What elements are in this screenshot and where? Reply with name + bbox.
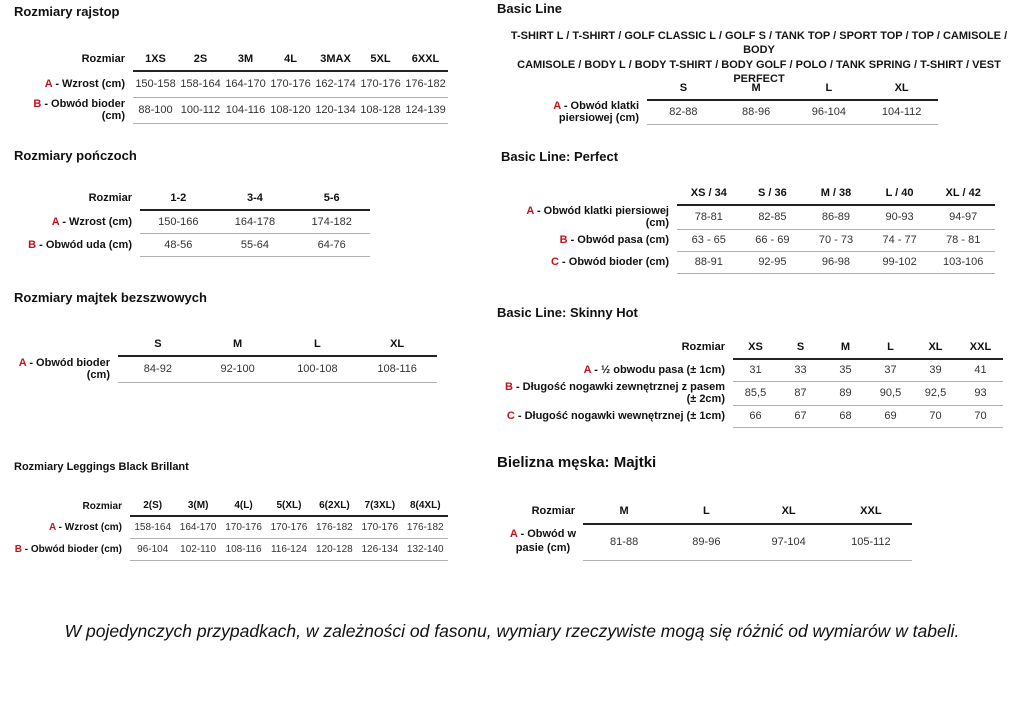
basic-line-perfect-size-table	[503, 181, 995, 274]
table-row	[503, 229, 995, 251]
row-label: B - Obwód bioder (cm)	[14, 543, 122, 555]
column-header: L	[278, 332, 358, 356]
value-cell: 81-88	[583, 524, 665, 560]
value-cell: 70	[958, 405, 1003, 427]
value-cell: 132-140	[403, 538, 448, 560]
row-label: A - Wzrost (cm)	[44, 78, 125, 90]
table-row	[3, 356, 437, 382]
value-cell: 176-182	[312, 516, 357, 538]
column-header: M / 38	[804, 181, 868, 205]
column-header: 4(L)	[221, 496, 266, 516]
value-cell: 164-170	[175, 516, 220, 538]
table-row	[503, 205, 995, 229]
product-list-line: CAMISOLE / BODY L / BODY T-SHIRT / BODY GOLF / POLO / TANK SPRING / T-SHIRT / VEST PERFECT	[517, 58, 1001, 85]
column-header: S / 36	[741, 181, 805, 205]
footer-note: W pojedynczych przypadkach, w zależności od fasonu, wymiary rzeczywiste mogą się różnić od wymiarów w tabeli.	[64, 621, 960, 641]
value-cell: 120-128	[312, 538, 357, 560]
row-label: A - ½ obwodu pasa (± 1cm)	[583, 364, 725, 376]
table-row	[10, 233, 370, 256]
value-cell: 87	[778, 381, 823, 405]
corner-header	[3, 332, 118, 356]
value-cell: 66	[733, 405, 778, 427]
value-cell: 97-104	[748, 524, 830, 560]
column-header: XL / 42	[931, 181, 995, 205]
value-cell: 64-76	[293, 233, 370, 256]
column-header: 2(S)	[130, 496, 175, 516]
value-cell: 88-100	[133, 97, 178, 123]
value-cell: 96-98	[804, 251, 868, 273]
section-title-bielizna-meska: Bielizna męska: Majtki	[497, 454, 657, 471]
ponczochy-size-table	[10, 186, 370, 257]
value-cell: 82-88	[647, 100, 720, 124]
bielizna-meska-size-table	[505, 498, 912, 561]
column-header: XXL	[958, 335, 1003, 359]
value-cell: 170-176	[268, 71, 313, 97]
column-header: S	[118, 332, 198, 356]
table-row	[505, 524, 912, 560]
column-header: 6(2XL)	[312, 496, 357, 516]
value-cell: 67	[778, 405, 823, 427]
table-row	[503, 251, 995, 273]
value-cell: 74 - 77	[868, 229, 932, 251]
row-label: B - Obwód uda (cm)	[28, 238, 132, 251]
value-cell: 88-96	[720, 100, 793, 124]
value-cell: 108-128	[358, 97, 403, 123]
value-cell: 84-92	[118, 356, 198, 382]
column-header: 5XL	[358, 47, 403, 71]
table-row	[10, 97, 448, 123]
row-label: B - Obwód bioder (cm)	[33, 98, 125, 122]
value-cell: 100-112	[178, 97, 223, 123]
header-row	[497, 335, 1003, 359]
column-header: L	[868, 335, 913, 359]
value-cell: 69	[868, 405, 913, 427]
measure-letter: A	[44, 78, 53, 90]
value-cell: 170-176	[266, 516, 311, 538]
column-header: M	[583, 498, 665, 524]
header-row	[10, 186, 370, 210]
table-row	[8, 516, 448, 538]
header-row	[8, 496, 448, 516]
table-row	[497, 100, 938, 124]
value-cell: 96-104	[130, 538, 175, 560]
measure-letter: B	[28, 238, 37, 251]
row-label: A - Obwód klatki piersiowej (cm)	[526, 205, 669, 229]
column-header: M	[198, 332, 278, 356]
rajstopy-size-table	[10, 47, 448, 124]
value-cell: 78-81	[677, 205, 741, 229]
value-cell: 108-116	[357, 356, 437, 382]
row-label: A - Obwód bioder (cm)	[18, 357, 110, 381]
value-cell: 158-164	[178, 71, 223, 97]
value-cell: 93	[958, 381, 1003, 405]
table-row	[8, 538, 448, 560]
table-row	[497, 405, 1003, 427]
value-cell: 90,5	[868, 381, 913, 405]
value-cell: 70 - 73	[804, 229, 868, 251]
header-row	[3, 332, 437, 356]
table-row	[497, 381, 1003, 405]
measure-letter: B	[559, 234, 568, 246]
column-header: XL	[357, 332, 437, 356]
value-cell: 41	[958, 359, 1003, 381]
measure-letter: A	[509, 528, 518, 541]
column-header: S	[778, 335, 823, 359]
column-header: 6XXL	[403, 47, 448, 71]
measure-letter: B	[33, 98, 42, 110]
value-cell: 68	[823, 405, 868, 427]
column-header: 3M	[223, 47, 268, 71]
measure-letter: A	[526, 205, 534, 217]
value-cell: 108-116	[221, 538, 266, 560]
value-cell: 170-176	[358, 71, 403, 97]
section-title-leggings: Rozmiary Leggings Black Brillant	[14, 461, 189, 473]
column-header: XL	[865, 76, 938, 100]
value-cell: 164-170	[223, 71, 268, 97]
value-cell: 176-182	[403, 516, 448, 538]
column-header: XS / 34	[677, 181, 741, 205]
value-cell: 94-97	[931, 205, 995, 229]
header-row	[497, 76, 938, 100]
value-cell: 99-102	[868, 251, 932, 273]
column-header: XL	[748, 498, 830, 524]
value-cell: 82-85	[741, 205, 805, 229]
value-cell: 102-110	[175, 538, 220, 560]
corner-header: Rozmiar	[681, 341, 725, 353]
header-row	[505, 498, 912, 524]
column-header: L	[665, 498, 747, 524]
corner-header: Rozmiar	[81, 53, 125, 65]
corner-header: Rozmiar	[531, 505, 575, 517]
row-label: B - Długość nogawki zewnętrznej z pasem (± 2cm)	[504, 381, 725, 405]
row-label: C - Długość nogawki wewnętrznej (± 1cm)	[506, 410, 725, 422]
value-cell: 164-178	[217, 210, 294, 233]
column-header: L / 40	[868, 181, 932, 205]
value-cell: 88-91	[677, 251, 741, 273]
value-cell: 170-176	[221, 516, 266, 538]
row-label: A - Obwód klatki piersiowej (cm)	[553, 100, 639, 124]
section-title-majtki-bezszwowe: Rozmiary majtek bezszwowych	[14, 290, 207, 305]
value-cell: 120-134	[313, 97, 358, 123]
value-cell: 126-134	[357, 538, 402, 560]
measure-letter: C	[551, 256, 559, 268]
column-header: 4L	[268, 47, 313, 71]
section-title-basic-line-skinny-hot: Basic Line: Skinny Hot	[497, 305, 638, 320]
table-row	[10, 210, 370, 233]
column-header: 3(M)	[175, 496, 220, 516]
header-row	[10, 47, 448, 71]
row-label: C - Obwód bioder (cm)	[551, 256, 669, 268]
column-header: 5(XL)	[266, 496, 311, 516]
value-cell: 39	[913, 359, 958, 381]
value-cell: 66 - 69	[741, 229, 805, 251]
value-cell: 150-158	[133, 71, 178, 97]
table-row	[10, 71, 448, 97]
measure-letter: A	[51, 215, 60, 228]
section-title-basic-line-perfect: Basic Line: Perfect	[501, 149, 619, 164]
column-header: 1XS	[133, 47, 178, 71]
basic-line-skinny-hot-size-table	[497, 335, 1003, 428]
column-header: L	[793, 76, 866, 100]
value-cell: 103-106	[931, 251, 995, 273]
value-cell: 104-116	[223, 97, 268, 123]
corner-header	[503, 181, 677, 205]
section-title-ponczochy: Rozmiary pończoch	[14, 148, 137, 163]
value-cell: 162-174	[313, 71, 358, 97]
value-cell: 37	[868, 359, 913, 381]
section-title-basic-line: Basic Line	[497, 1, 563, 16]
column-header: XXL	[830, 498, 912, 524]
value-cell: 170-176	[357, 516, 402, 538]
leggings-size-table	[8, 496, 448, 561]
column-header: 1-2	[140, 186, 217, 210]
column-header: 5-6	[293, 186, 370, 210]
value-cell: 86-89	[804, 205, 868, 229]
value-cell: 108-120	[268, 97, 313, 123]
value-cell: 35	[823, 359, 868, 381]
value-cell: 174-182	[293, 210, 370, 233]
value-cell: 85,5	[733, 381, 778, 405]
value-cell: 158-164	[130, 516, 175, 538]
value-cell: 124-139	[403, 97, 448, 123]
value-cell: 104-112	[865, 100, 938, 124]
value-cell: 89	[823, 381, 868, 405]
corner-header	[497, 76, 647, 100]
value-cell: 33	[778, 359, 823, 381]
row-label: A - Wzrost (cm)	[51, 215, 132, 228]
measure-letter: C	[506, 410, 515, 422]
value-cell: 176-182	[403, 71, 448, 97]
measure-letter: A	[18, 357, 27, 369]
majtki-bezszwowe-size-table	[3, 332, 437, 383]
value-cell: 96-104	[793, 100, 866, 124]
row-label: A - Obwód w pasie (cm)	[509, 528, 577, 554]
value-cell: 105-112	[830, 524, 912, 560]
measure-letter: B	[14, 543, 22, 555]
row-label: A - Wzrost (cm)	[49, 521, 122, 533]
value-cell: 92,5	[913, 381, 958, 405]
column-header: XL	[913, 335, 958, 359]
value-cell: 63 - 65	[677, 229, 741, 251]
corner-header: Rozmiar	[88, 192, 132, 204]
column-header: 2S	[178, 47, 223, 71]
value-cell: 100-108	[278, 356, 358, 382]
section-title-rajstopy: Rozmiary rajstop	[14, 4, 120, 19]
column-header: M	[720, 76, 793, 100]
column-header: 8(4XL)	[403, 496, 448, 516]
column-header: 7(3XL)	[357, 496, 402, 516]
measure-letter: A	[49, 521, 56, 533]
value-cell: 55-64	[217, 233, 294, 256]
value-cell: 92-95	[741, 251, 805, 273]
row-label: B - Obwód pasa (cm)	[559, 234, 669, 246]
value-cell: 70	[913, 405, 958, 427]
column-header: S	[647, 76, 720, 100]
value-cell: 31	[733, 359, 778, 381]
value-cell: 150-166	[140, 210, 217, 233]
value-cell: 116-124	[266, 538, 311, 560]
value-cell: 90-93	[868, 205, 932, 229]
column-header: 3MAX	[313, 47, 358, 71]
measure-letter: B	[504, 381, 513, 393]
header-row	[503, 181, 995, 205]
corner-header: Rozmiar	[82, 500, 122, 512]
measure-letter: A	[553, 100, 561, 112]
value-cell: 48-56	[140, 233, 217, 256]
value-cell: 92-100	[198, 356, 278, 382]
value-cell: 78 - 81	[931, 229, 995, 251]
column-header: XS	[733, 335, 778, 359]
value-cell: 89-96	[665, 524, 747, 560]
product-list-line: T-SHIRT L / T-SHIRT / GOLF CLASSIC L / GOLF S / TANK TOP / SPORT TOP / TOP / CAMISOLE / BODY	[510, 30, 1008, 57]
column-header: M	[823, 335, 868, 359]
basic-line-size-table	[497, 76, 938, 125]
measure-letter: A	[583, 364, 592, 376]
table-row	[497, 359, 1003, 381]
column-header: 3-4	[217, 186, 294, 210]
